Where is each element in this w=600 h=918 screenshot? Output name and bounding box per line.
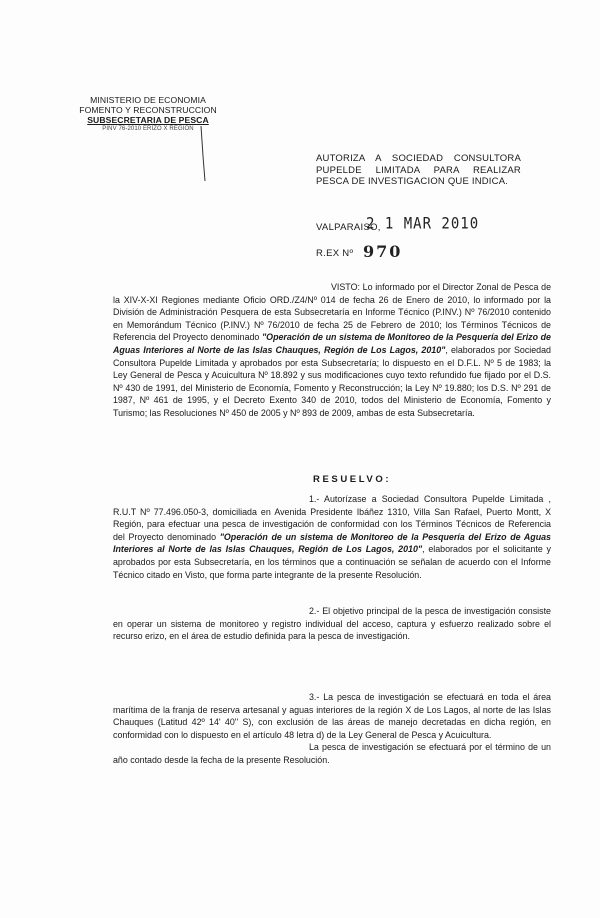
subsecretaria-name: SUBSECRETARIA DE PESCA <box>87 115 209 125</box>
resolution-subject: AUTORIZA A SOCIEDAD CONSULTORA PUPELDE LIMITADA PARA REALIZAR PESCA DE INVESTIGACION QUE INDICA. <box>316 153 521 187</box>
ministry-name: MINISTERIO DE ECONOMIA <box>90 95 206 105</box>
handwritten-mark-icon <box>200 126 206 181</box>
reference-code: PINV 76-2010 ERIZO X REGION <box>102 126 194 132</box>
place-line <box>316 214 480 234</box>
resolution-article-3: 3.- La pesca de investigación se efectuará en toda el área marítima de la franja de reserva artesanal y aguas interiores de la región X de Los Lagos, al norte de las Islas Chauques (Latitud 42º 14' 40'' S), con exclusión de las áreas de manejo decretadas en dicha región, en conformidad con lo dispuesto en el artículo 48 letra d) de la Ley General de Pesca y Acuicultura. <box>113 692 551 740</box>
resolution-number-line <box>316 242 403 261</box>
resolution-article-1: 1.- Autorízase a Sociedad Consultora Pupelde Limitada , R.U.T Nº 77.496.050-3, domiciliada en Avenida Presidente Ibáñez 1310, Villa San Rafael, Puerto Montt, X Región, para efectuar una pesca de investigación de conformidad con los Términos Técnicos de Referencia del Proyecto denominado "Operación de un sistema de Monitoreo de la Pesquería del Erizo de Aguas Interiores al Norte de las Islas Chauques, Región de Los Lagos, 2010", elaborados por el solicitante y aprobados por esta Subsecretaría, en los términos que a continuación se señalan de acuerdo con el Informe Técnico citado en Visto, que forma parte integrante de la presente Resolución. <box>113 494 551 580</box>
visto-section <box>113 281 551 420</box>
resolution-article-3-term: La pesca de investigación se efectuará por el término de un año contado desde la fecha de la presente Resolución. <box>113 742 551 765</box>
ministry-name-2: FOMENTO Y RECONSTRUCCION <box>79 105 217 115</box>
visto-paragraph: VISTO: Lo informado por el Director Zonal de Pesca de la XIV-X-XI Regiones mediante Oficio ORD./Z4/Nº 014 de fecha 26 de Enero de 2010, lo informado por la División de Administración Pesquera de esta Subsecretaría en Informe Técnico (P.INV.) Nº 76/2010 contenido en Memorándum Técnico (P.INV.) Nº 76/2010 de fecha 25 de Febrero de 2010; los Términos Técnicos de Referencia del Proyecto denominado "Operación de un sistema de Monitoreo de la Pesquería del Erizo de Aguas Interiores al Norte de las Islas Chauques, Región de Los Lagos, 2010", elaborados por Sociedad Consultora Pupelde Limitada y aprobados por esta Subsecretaría; lo dispuesto en el D.F.L. Nº 5 de 1983; la Ley General de Pesca y Acuicultura Nº 18.892 y sus modificaciones cuyo texto refundido fue fijado por el D.S. Nº 430 de 1991, del Ministerio de Economía, Fomento y Reconstrucción; la Ley Nº 19.880; los D.S. Nº 291 de 1987, Nº 461 de 1995, y el Decreto Exento 340 de 2010, todos del Ministerio de Economía, Fomento y Turismo; las Resoluciones Nº 450 de 2005 y Nº 893 de 2009, ambas de esta Subsecretaría. <box>113 282 551 418</box>
date-stamp: 2 1 MAR 2010 <box>366 214 480 234</box>
letterhead <box>78 95 218 133</box>
address: Avenida Presidente Ibáñez 1310 <box>274 506 408 517</box>
resuelvo-heading: RESUELVO: <box>313 474 392 485</box>
rex-label: R.EX Nº <box>316 248 354 259</box>
resolution-number: 970 <box>363 242 403 261</box>
project-name: "Operación de un sistema de Monitoreo de la Pesquería del Erizo de Aguas Interiores al Norte de las Islas Chauques, Región de Los Lagos, 2010" <box>113 531 551 555</box>
place-label: VALPARAISO, <box>316 222 381 233</box>
project-name: "Operación de un sistema de Monitoreo de la Pesquería del Erizo de Aguas Interiores al Norte de las Islas Chauques, Región de Los Lagos, 2010" <box>113 332 551 355</box>
resolution-article-2: 2.- El objetivo principal de la pesca de investigación consiste en operar un sistema de monitoreo y registro individual del acceso, captura y esfuerzo realizado sobre el recurso erizo, en el área de estudio definida para la pesca de investigación. <box>113 606 551 642</box>
